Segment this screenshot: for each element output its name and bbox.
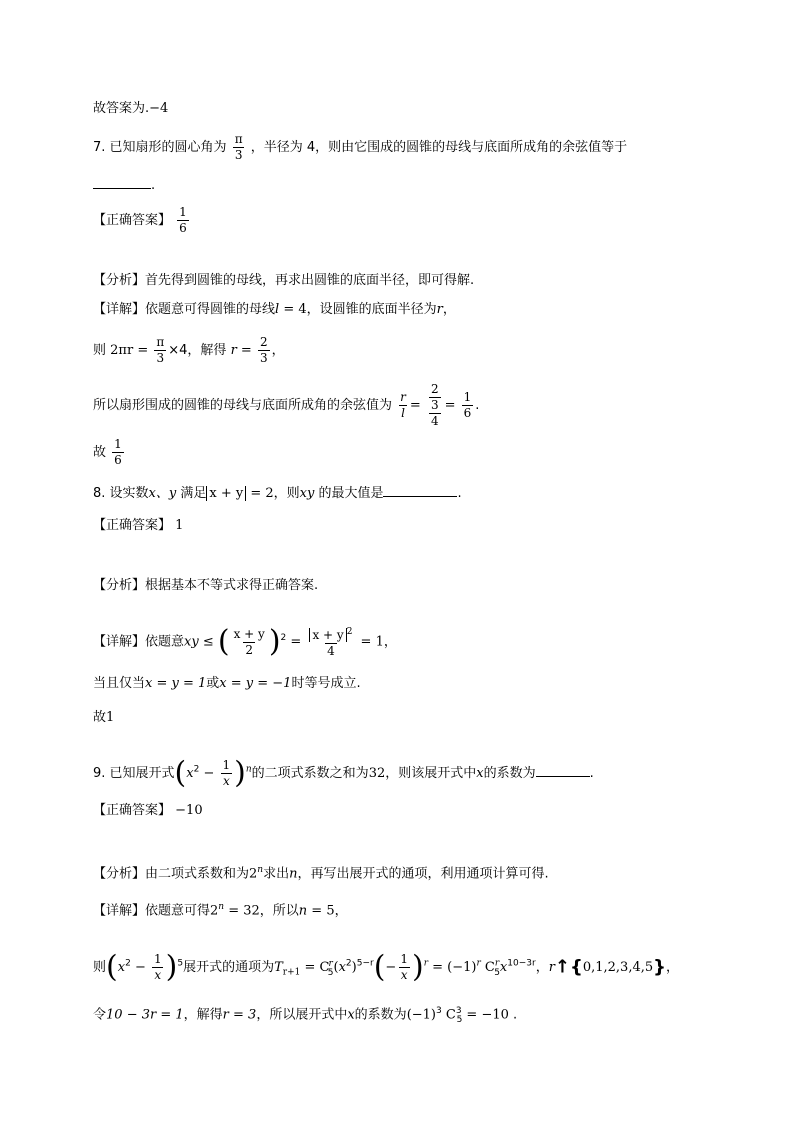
q8-final: 故1 [93, 710, 115, 725]
answer-label: 【正确答案】 [93, 518, 172, 533]
q9-detail: 【详解】依题意可得$2^n = 32$，所以n = 5， [93, 902, 348, 919]
q7-detail: 【详解】依题意可得圆锥的母线l = 4，设圆锥的底面半径为r， [93, 302, 456, 317]
q7-analysis: 【分析】首先得到圆锥的母线，再求出圆锥的底面半径，即可得解. [93, 273, 475, 288]
q9-correct-answer [93, 803, 203, 819]
q7-angle-fraction: $\frac{\pi}{3}$ [234, 132, 243, 162]
q7-blank-line: . [93, 176, 155, 194]
arrow-up-icon: ↑ [554, 956, 571, 978]
q7-prefix: 7. 已知扇形的圆心角为 [93, 140, 227, 155]
q6-answer-line [93, 101, 168, 117]
answer-label: 【正确答案】 [93, 803, 172, 818]
q6-answer-value: −4 [149, 101, 169, 116]
q8-answer-value: 1 [175, 518, 184, 533]
q8-question: 8. 设实数x、y 满足 x + y = 2，则xy 的最大值是 . [93, 486, 462, 501]
q7-compound-fraction: $\frac{\frac{2}{3}}{4}$ [430, 382, 439, 428]
q9-analysis: 【分析】由二项式系数和为2$^n$求出n，再写出展开式的通项，利用通项计算可得. [93, 865, 549, 882]
q7-answer-blank [93, 176, 151, 189]
q7-final: 故 $\frac{1}{6}$ [93, 437, 122, 467]
q7-question [93, 132, 627, 163]
q6-answer-text: 故答案为. [93, 101, 150, 116]
q8-equality-condition: 当且仅当x = y = 1或x = y = −1时等号成立. [93, 676, 361, 691]
q7-mid: ，半径为 4，则由它围成的圆锥的母线与底面所成角的余弦值等于 [250, 140, 628, 155]
q9-answer-blank [536, 764, 590, 777]
q7-line4: 所以扇形围成的圆锥的母线与底面所成角的余弦值为 $\frac{r}{l}$ = $\frac{\frac{2}{3}}{4}$ = $\frac{1}{6}$ . [93, 382, 480, 428]
q9-general-term: 则($x^2$ − $\frac{1}{x}$ )$^5$展开式的通项为$T_{r+1} = C^r_5(x^2)^{5-r}(-$ $\frac{1}{x}$ )$^r = (-1)^r$ $C^r_5x^{10-3r}$，r↑{0,1,2,3,4,5}， [93, 949, 679, 985]
answer-label: 【正确答案】 [93, 213, 172, 228]
q9-answer-value: −10 [175, 803, 203, 818]
q8-analysis: 【分析】根据基本不等式求得正确答案. [93, 578, 319, 593]
q9-question: 9. 已知展开式($x^2$ − $\frac{1}{x}$ )$^n$的二项式系数之和为32，则该展开式中x的系数为 . [93, 755, 594, 791]
q8-detail: 【详解】依题意xy ≤ ( $\frac{x + y}{2}$ )$^2$ = $\frac{x + y ^2}{4}$ = 1， [93, 624, 397, 659]
q8-correct-answer [93, 518, 183, 534]
q8-answer-blank [383, 484, 457, 497]
q7-correct-answer [93, 205, 191, 236]
q7-line3: 则 2πr = $\frac{\pi}{3}$ ×4，解得 r = $\frac{2}{3}$ ， [93, 335, 285, 365]
q7-answer-fraction: $\frac{1}{6}$ [179, 205, 187, 235]
q9-final: 令10 − 3r = 1，解得r = 3，所以展开式中x的系数为$(-1)^3$ $C^3_5 = -10$ . [93, 1006, 518, 1025]
